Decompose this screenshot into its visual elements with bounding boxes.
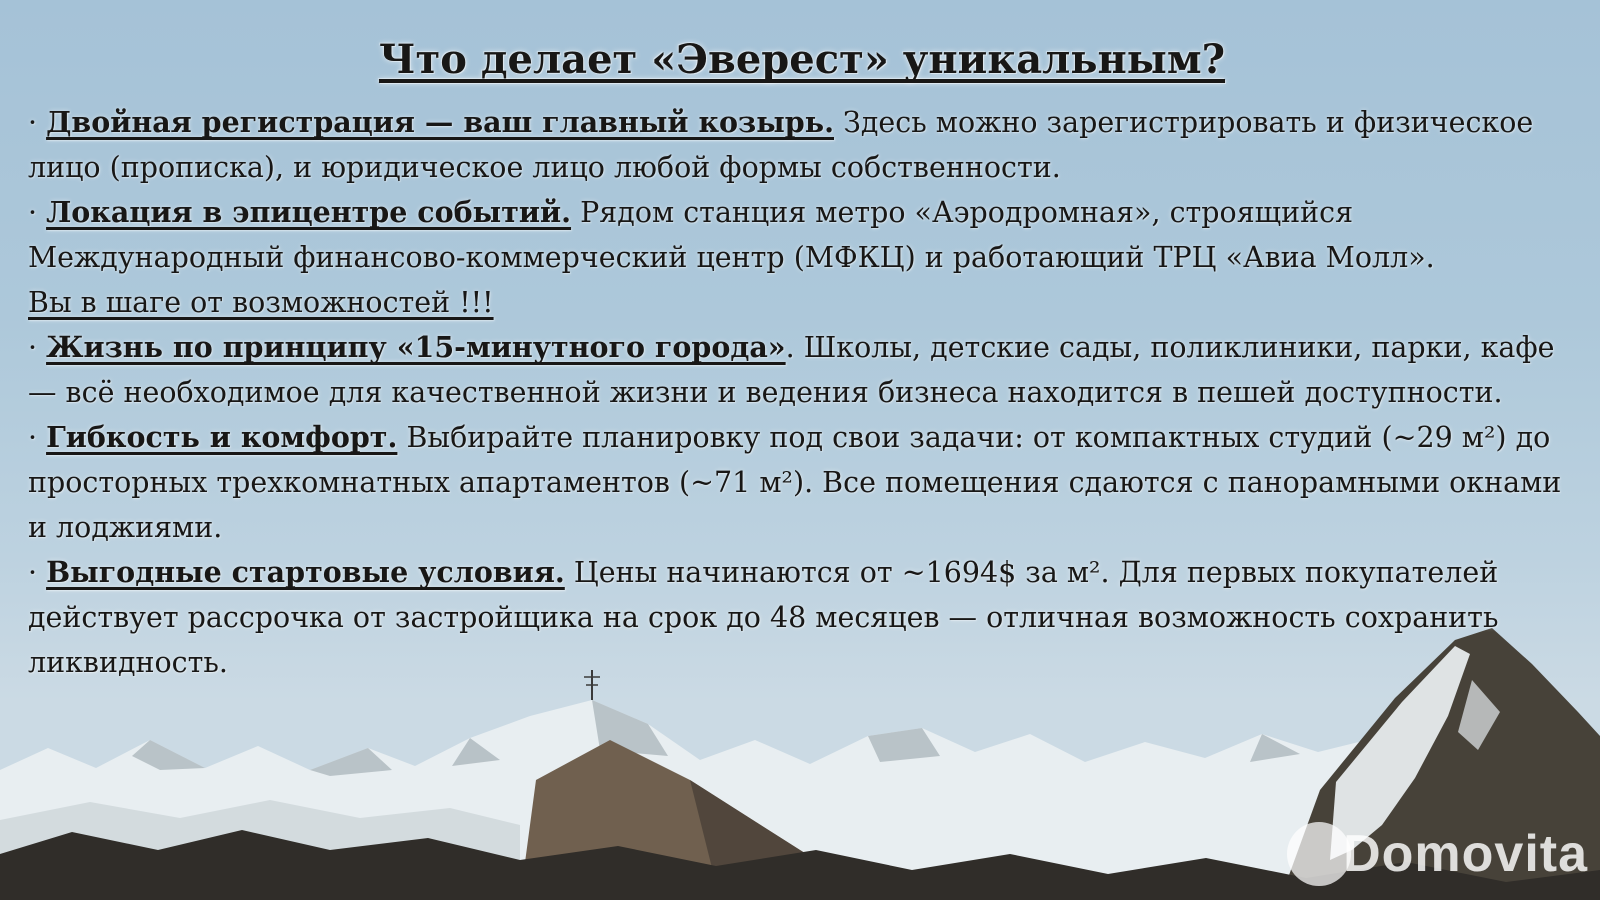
bullet-body: . Школы, детские сады, поликлиники, парки, кафе — всё необходимое для качественной жизни и ведения бизнеса находится в пешей доступности. bbox=[28, 331, 1555, 409]
bullet-item bbox=[28, 100, 1576, 190]
bullet-head: Жизнь по принципу «15-минутного города» bbox=[46, 330, 786, 364]
bullet-body: Здесь можно зарегистрировать и физическое лицо (прописка), и юридическое лицо любой формы собственности. bbox=[28, 106, 1534, 184]
domovita-logo-icon bbox=[1287, 822, 1351, 886]
text-content bbox=[28, 34, 1576, 685]
bullet-item bbox=[28, 190, 1576, 280]
bullet-item bbox=[28, 550, 1576, 685]
bullet-head: Локация в эпицентре событий. bbox=[46, 195, 572, 229]
bullet-body: Выбирайте планировку под свои задачи: от компактных студий (~29 м²) до просторных трехкомнатных апартаментов (~71 м²). Все помещения сдаются с панорамными окнами и лоджиями. bbox=[28, 421, 1562, 544]
bullet-item bbox=[28, 325, 1576, 415]
bullet-head: Гибкость и комфорт. bbox=[46, 420, 398, 454]
bullet-body: Цены начинаются от ~1694$ за м². Для первых покупателей действует рассрочка от застройщика на срок до 48 месяцев — отличная возможность сохранить ликвидность. bbox=[28, 556, 1499, 679]
watermark-text: Domovita bbox=[1343, 825, 1588, 883]
bullet-marker-icon: · bbox=[28, 421, 38, 454]
bullet-marker-icon: · bbox=[28, 106, 38, 139]
bullet-body: Рядом станция метро «Аэродромная», строящийся Международный финансово-коммерческий центр (МФКЦ) и работающий ТРЦ «Авиа Молл». bbox=[28, 196, 1435, 274]
bullet-item bbox=[28, 415, 1576, 550]
bullet-head: Двойная регистрация — ваш главный козырь. bbox=[46, 105, 835, 139]
bullet-head: Выгодные стартовые условия. bbox=[46, 555, 565, 589]
page-title: Что делает «Эверест» уникальным? bbox=[378, 36, 1226, 83]
bullet-marker-icon: · bbox=[28, 331, 38, 364]
bullet-list bbox=[28, 100, 1576, 685]
bullet-marker-icon: · bbox=[28, 556, 38, 589]
bullet-note: Вы в шаге от возможностей !!! bbox=[28, 286, 494, 319]
watermark bbox=[1287, 822, 1588, 886]
bullet-marker-icon: · bbox=[28, 196, 38, 229]
